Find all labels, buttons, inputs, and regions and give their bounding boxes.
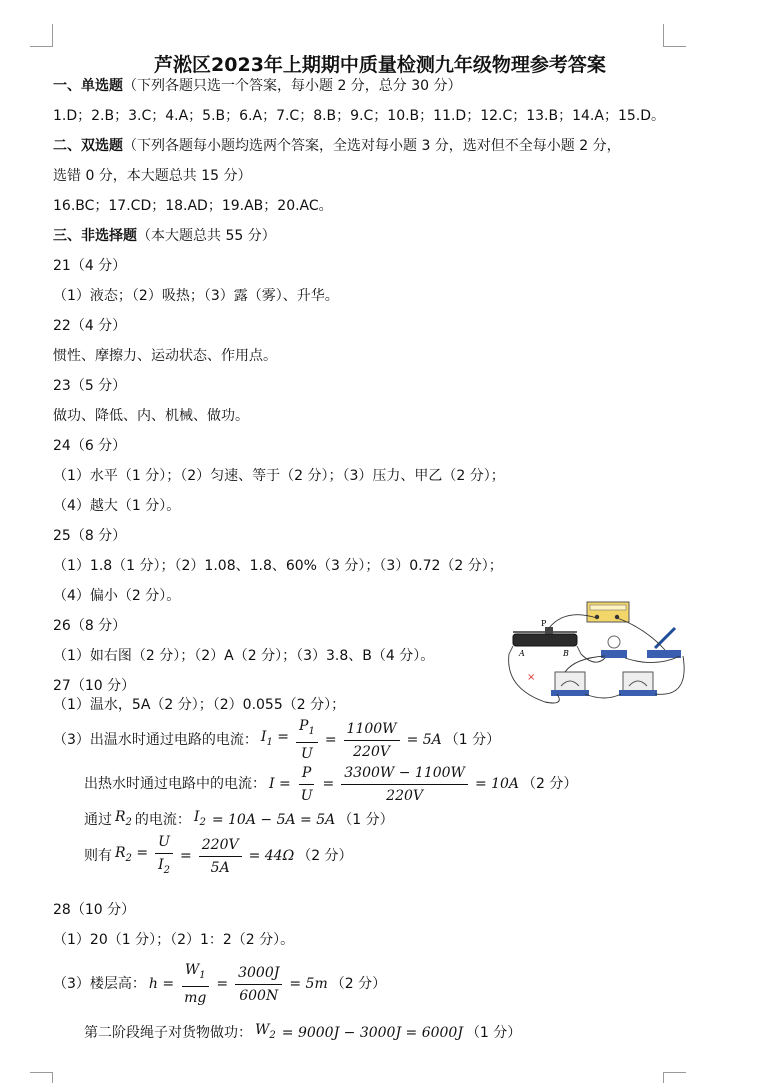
crop-mark-top-right <box>663 24 686 47</box>
section-2-note-cont: 选错 0 分，本大题总共 15 分） <box>53 168 252 184</box>
q27-formula-1: （3）出温水时通过电路的电流： $I_1$ = $\frac{P_1}{U}$ = $\frac{1100W}{220V}$ = 5A （1 分） <box>53 717 501 763</box>
q28-formula-1: （3）楼层高： h = $\frac{W_1}{mg}$ = $\frac{3000J}{600N}$ = 5m （2 分） <box>53 961 387 1007</box>
label-p: P <box>541 619 547 628</box>
q22-answer: 惯性、摩擦力、运动状态、作用点。 <box>53 348 277 364</box>
q28-answer-1: （1）20（1 分）；（2）1：2（2 分）。 <box>53 932 295 948</box>
q21-heading: 21（4 分） <box>53 258 127 274</box>
rheostat <box>513 634 577 646</box>
crop-mark-bottom-right <box>663 1072 686 1083</box>
q24-answer-1: （1）水平（1 分）；（2）匀速、等于（2 分）；（3）压力、甲乙（2 分）； <box>53 468 505 484</box>
q25-answer-1: （1）1.8（1 分）；（2）1.08、1.8、60%（3 分）；（3）0.72（2 分）； <box>53 558 503 574</box>
q28-heading: 28（10 分） <box>53 902 136 918</box>
q28-formula-2: 第二阶段绳子对货物做功： $W_2$ = 9000J − 3000J = 6000J （1 分） <box>84 1022 522 1041</box>
q24-answer-2: （4）越大（1 分）。 <box>53 498 181 514</box>
label-b: B <box>563 649 569 658</box>
q21-answer: （1）液态；（2）吸热；（3）露（雾）、升华。 <box>53 288 339 304</box>
section-2-answers: 16.BC；17.CD；18.AD；19.AB；20.AC。 <box>53 198 333 214</box>
section-3-header: 三、非选择题（本大题总共 55 分） <box>53 228 276 244</box>
crop-mark-bottom-left <box>30 1072 53 1083</box>
q23-answer: 做功、降低、内、机械、做功。 <box>53 408 249 424</box>
section-2-header: 二、双选题（下列各题每小题均选两个答案，全选对每小题 3 分，选对但不全每小题 2 分， <box>53 138 621 154</box>
section-1-answers: 1.D；2.B；3.C；4.A；5.B；6.A；7.C；8.B；9.C；10.B；11.D；12.C；13.B；14.A；15.D。 <box>53 108 666 124</box>
bulb-base <box>601 650 627 658</box>
voltmeter <box>555 672 585 692</box>
q25-answer-2: （4）偏小（2 分）。 <box>53 588 181 604</box>
bulb-icon <box>608 636 620 648</box>
page-title: 芦淞区2023年上期期中质量检测九年级物理参考答案 <box>154 54 606 76</box>
q26-answer: （1）如右图（2 分）；（2）A（2 分）；（3）3.8、B（4 分）。 <box>53 648 435 664</box>
q27-formula-4: 则有 $R_2$ = $\frac{U}{I_2}$ = $\frac{220V}{5A}$ = 44Ω （2 分） <box>84 833 353 876</box>
circuit-diagram <box>505 598 695 710</box>
ammeter <box>623 672 653 692</box>
crop-mark-top-left <box>30 24 53 47</box>
q27-answer-1: （1）温水，5A（2 分）；（2）0.055（2 分）； <box>53 697 346 713</box>
q26-heading: 26（8 分） <box>53 618 127 634</box>
label-a: A <box>519 649 525 658</box>
section-1-header: 一、单选题（下列各题只选一个答案，每小题 2 分，总分 30 分） <box>53 78 462 94</box>
q25-heading: 25（8 分） <box>53 528 127 544</box>
q22-heading: 22（4 分） <box>53 318 127 334</box>
switch-base <box>647 650 681 658</box>
svg-text:×: × <box>527 672 536 683</box>
q24-heading: 24（6 分） <box>53 438 127 454</box>
q27-heading: 27（10 分） <box>53 678 136 694</box>
q27-formula-3: 通过 $R_2$ 的电流： $I_2$ = 10A − 5A = 5A （1 分） <box>84 809 394 828</box>
q27-formula-2: 出热水时通过电路中的电流： I = $\frac{P}{U}$ = $\frac{3300W - 1100W}{220V}$ = 10A （2 分） <box>84 764 578 804</box>
q23-heading: 23（5 分） <box>53 378 127 394</box>
